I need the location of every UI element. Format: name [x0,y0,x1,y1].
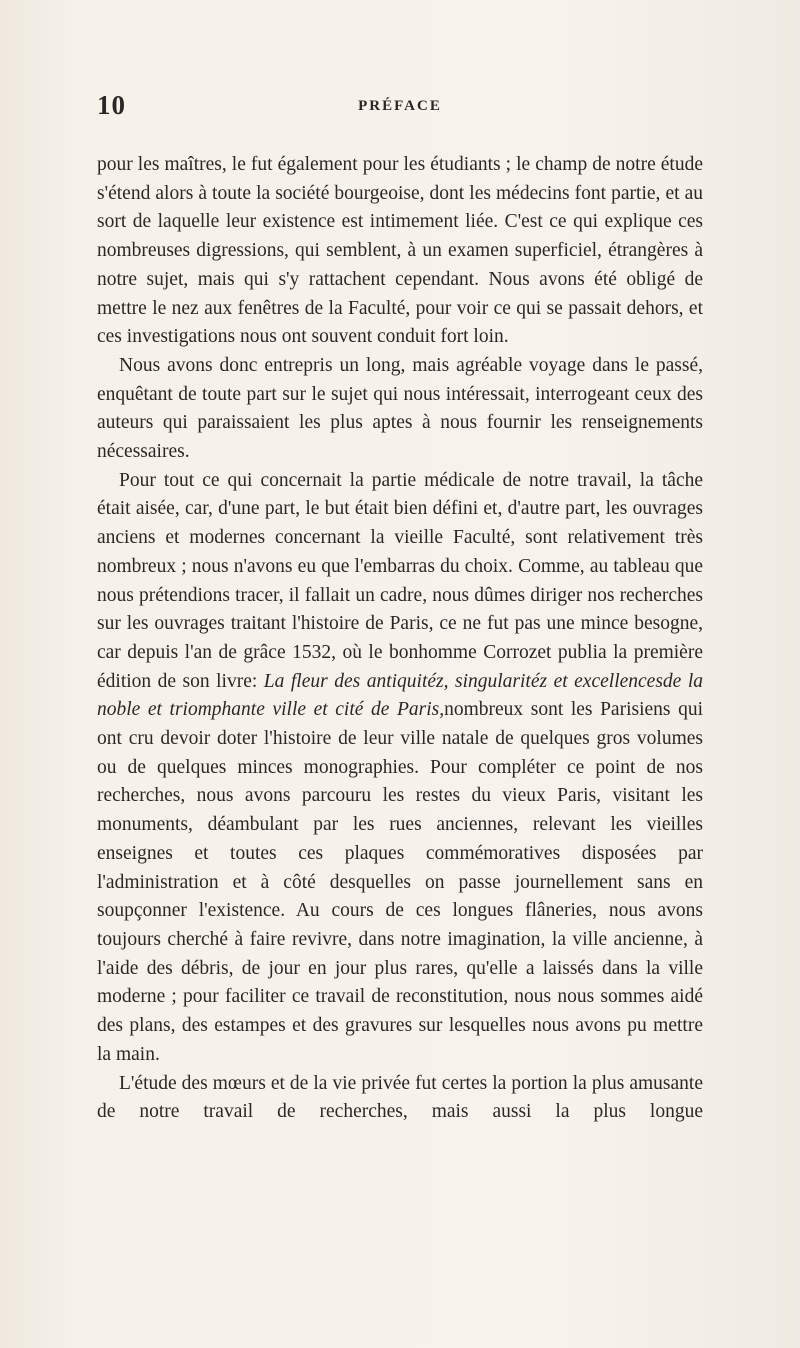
running-head: PRÉFACE [358,98,442,114]
body-text [97,151,703,1127]
paragraph-1: pour les maîtres, le fut également pour les étudiants ; le champ de notre étude s'étend alors à toute la société bourgeoise, dont les médecins font partie, et au sort de laquelle leur existence est intimement liée. C'est ce qui explique ces nombreuses digressions, qui semblent, à un examen superficiel, étrangères à notre sujet, mais qui s'y rattachent cependant. Nous avons été obligé de mettre le nez aux fenêtres de la Faculté, pour voir ce qui se passait dehors, et ces investigations nous ont souvent conduit fort loin. [97,154,703,348]
paragraph-3-after: nombreux sont les Parisiens qui ont cru devoir doter l'histoire de leur ville natale de quelques gros volumes ou de quelques minces monographies. Pour compléter ce point de nos recherches, nous avons parcouru les restes du vieux Paris, visitant les monuments, déambulant par les rues anciennes, relevant les vieilles enseignes et toutes ces plaques commémoratives disposées par l'administration et à côté desquelles on passe journellement sans en soupçonner l'existence. Au cours de ces longues flâneries, nous avons toujours cherché à faire revivre, dans notre imagination, la ville ancienne, à l'aide des débris, de jour en jour plus rares, qu'elle a laissés dans la ville moderne ; pour faciliter ce travail de reconstitution, nous nous sommes aidé des plans, des estampes et des gravures sur lesquelles nous avons pu mettre la main. [97,699,703,1065]
paragraph-4: L'étude des mœurs et de la vie privée fut certes la portion la plus amusante de notre travail de recherches, mais aussi la plus longue [97,1072,703,1123]
paragraph-3 [97,467,703,1070]
paragraph-3-before: Pour tout ce qui concernait la partie médicale de notre travail, la tâche était aisée, car, d'une part, le but était bien défini et, d'autre part, les ouvrages anciens et modernes concernant la vieille Faculté, sont relativement très nombreux ; nous n'avons eu que l'embarras du choix. Comme, au tableau que nous prétendions tracer, il fallait un cadre, nous dûmes diriger nos recherches sur les ouvrages traitant l'histoire de Paris, ce ne fut pas une mince besogne, car depuis l'an de grâce 1532, où le bonhomme Corrozet publia la première édition de son livre: [97,469,703,692]
book-title: La fleur des antiquitéz, singularitéz et excellencesde la noble et triomphante ville et cité de Paris, [97,670,703,721]
paragraph-2: Nous avons donc entrepris un long, mais agréable voyage dans le passé, enquêtant de toute part sur le sujet qui nous intéressait, interrogeant ceux des auteurs qui paraissaient les plus aptes à nous fournir les renseignements nécessaires. [97,354,703,463]
page-header [97,90,703,122]
page-number: 10 [97,90,126,120]
